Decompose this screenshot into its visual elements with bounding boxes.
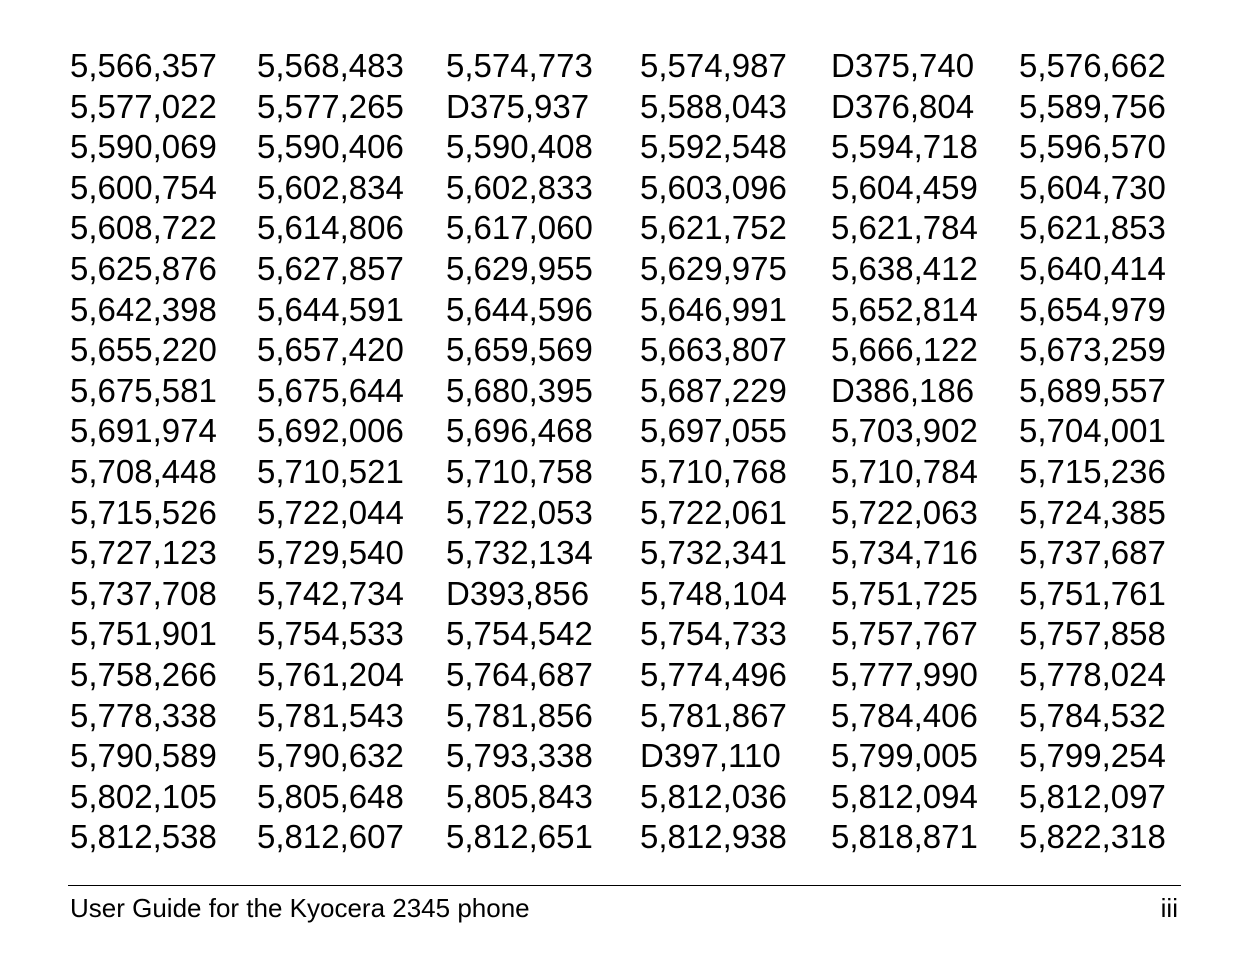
patent-number: 5,566,357 bbox=[70, 47, 217, 84]
patent-number: 5,673,259 bbox=[1019, 331, 1166, 369]
patent-number: 5,758,266 bbox=[70, 655, 217, 693]
patent-number: 5,697,055 bbox=[640, 412, 787, 450]
patent-number: D375,740 bbox=[831, 47, 975, 84]
table-row bbox=[70, 614, 1179, 655]
patent-number: 5,657,420 bbox=[257, 331, 404, 369]
patent-number: 5,577,022 bbox=[70, 87, 217, 125]
patent-number: 5,696,468 bbox=[446, 412, 593, 450]
patent-number: 5,603,096 bbox=[640, 168, 787, 206]
patent-number: 5,644,591 bbox=[257, 290, 404, 328]
patent-number: 5,757,858 bbox=[1019, 615, 1166, 653]
patent-number: 5,784,406 bbox=[831, 696, 978, 734]
patent-number: 5,727,123 bbox=[70, 534, 217, 572]
patent-number: 5,574,773 bbox=[446, 47, 593, 84]
patent-number: 5,715,236 bbox=[1019, 452, 1166, 490]
patent-number: 5,577,265 bbox=[257, 87, 404, 125]
patent-number: 5,781,867 bbox=[640, 696, 787, 734]
patent-number: 5,644,596 bbox=[446, 290, 593, 328]
patent-number: 5,715,526 bbox=[70, 493, 217, 531]
patent-number: 5,799,005 bbox=[831, 737, 978, 775]
patent-number: 5,691,974 bbox=[70, 412, 217, 450]
patent-number: 5,734,716 bbox=[831, 534, 978, 572]
patent-number: 5,812,538 bbox=[70, 818, 217, 856]
table-row bbox=[70, 87, 1179, 128]
patent-number: 5,754,733 bbox=[640, 615, 787, 653]
patent-number: 5,574,987 bbox=[640, 47, 787, 84]
patent-number: 5,732,134 bbox=[446, 534, 593, 572]
patent-number: 5,646,991 bbox=[640, 290, 787, 328]
patent-number: 5,812,094 bbox=[831, 777, 978, 815]
patent-number: 5,737,687 bbox=[1019, 534, 1166, 572]
patent-number: 5,812,651 bbox=[446, 818, 593, 856]
patent-number: 5,627,857 bbox=[257, 249, 404, 287]
patent-number: 5,629,955 bbox=[446, 249, 593, 287]
table-row bbox=[70, 249, 1179, 290]
table-row bbox=[70, 330, 1179, 371]
patent-number: 5,663,807 bbox=[640, 331, 787, 369]
patent-number: 5,704,001 bbox=[1019, 412, 1166, 450]
patent-number: 5,621,784 bbox=[831, 209, 978, 247]
page-number: iii bbox=[1160, 893, 1178, 923]
patent-number: 5,568,483 bbox=[257, 47, 404, 84]
table-row bbox=[70, 290, 1179, 331]
patent-number: 5,654,979 bbox=[1019, 290, 1166, 328]
patent-number: 5,793,338 bbox=[446, 737, 593, 775]
patent-number: 5,621,853 bbox=[1019, 209, 1166, 247]
patent-number: 5,722,053 bbox=[446, 493, 593, 531]
patent-number: 5,692,006 bbox=[257, 412, 404, 450]
patent-number: 5,751,901 bbox=[70, 615, 217, 653]
table-row bbox=[70, 411, 1179, 452]
table-row bbox=[70, 777, 1179, 818]
patent-number: 5,640,414 bbox=[1019, 249, 1166, 287]
patent-number: 5,784,532 bbox=[1019, 696, 1166, 734]
patent-number: 5,710,784 bbox=[831, 452, 978, 490]
patent-number: 5,764,687 bbox=[446, 655, 593, 693]
table-row bbox=[70, 533, 1179, 574]
patent-number: 5,588,043 bbox=[640, 87, 787, 125]
patent-number: D375,937 bbox=[446, 87, 590, 125]
table-row bbox=[70, 371, 1179, 412]
patent-number: 5,722,061 bbox=[640, 493, 787, 531]
patent-number: 5,802,105 bbox=[70, 777, 217, 815]
patent-number: 5,602,834 bbox=[257, 168, 404, 206]
patent-number: 5,790,589 bbox=[70, 737, 217, 775]
patent-number: D397,110 bbox=[640, 737, 781, 775]
table-row bbox=[70, 817, 1179, 858]
patent-number: 5,655,220 bbox=[70, 331, 217, 369]
patent-number: 5,629,975 bbox=[640, 249, 787, 287]
patent-number: 5,600,754 bbox=[70, 168, 217, 206]
table-row bbox=[70, 168, 1179, 209]
patent-number: 5,680,395 bbox=[446, 371, 593, 409]
patent-number: 5,761,204 bbox=[257, 655, 404, 693]
patent-number: 5,754,542 bbox=[446, 615, 593, 653]
patent-number: 5,710,768 bbox=[640, 452, 787, 490]
patent-number: 5,589,756 bbox=[1019, 87, 1166, 125]
table-row bbox=[70, 736, 1179, 777]
patent-number: 5,729,540 bbox=[257, 534, 404, 572]
patent-number: 5,781,856 bbox=[446, 696, 593, 734]
patent-number: 5,604,730 bbox=[1019, 168, 1166, 206]
patent-number: 5,638,412 bbox=[831, 249, 978, 287]
patent-number: 5,608,722 bbox=[70, 209, 217, 247]
patent-number: 5,604,459 bbox=[831, 168, 978, 206]
patent-number: 5,594,718 bbox=[831, 128, 978, 166]
patent-number: 5,652,814 bbox=[831, 290, 978, 328]
patent-number: 5,737,708 bbox=[70, 574, 217, 612]
table-row bbox=[70, 208, 1179, 249]
patent-number: 5,710,521 bbox=[257, 452, 404, 490]
patent-number: 5,757,767 bbox=[831, 615, 978, 653]
patent-number: 5,596,570 bbox=[1019, 128, 1166, 166]
patent-number: 5,642,398 bbox=[70, 290, 217, 328]
patent-number: 5,659,569 bbox=[446, 331, 593, 369]
patent-number: 5,617,060 bbox=[446, 209, 593, 247]
patent-number: 5,703,902 bbox=[831, 412, 978, 450]
patent-number: 5,778,024 bbox=[1019, 655, 1166, 693]
patent-number: 5,666,122 bbox=[831, 331, 978, 369]
patent-number-table bbox=[70, 46, 1179, 858]
patent-number: 5,812,036 bbox=[640, 777, 787, 815]
patent-number: 5,748,104 bbox=[640, 574, 787, 612]
patent-number: 5,777,990 bbox=[831, 655, 978, 693]
table-row bbox=[70, 493, 1179, 534]
patent-number: 5,602,833 bbox=[446, 168, 593, 206]
table-row bbox=[70, 46, 1179, 87]
patent-number: 5,822,318 bbox=[1019, 818, 1166, 856]
patent-number: 5,708,448 bbox=[70, 452, 217, 490]
patent-number: 5,590,408 bbox=[446, 128, 593, 166]
patent-number: 5,724,385 bbox=[1019, 493, 1166, 531]
patent-number: 5,722,044 bbox=[257, 493, 404, 531]
patent-number: 5,614,806 bbox=[257, 209, 404, 247]
patent-number: 5,754,533 bbox=[257, 615, 404, 653]
patent-number: 5,742,734 bbox=[257, 574, 404, 612]
patent-number: 5,732,341 bbox=[640, 534, 787, 572]
footer-title: User Guide for the Kyocera 2345 phone bbox=[70, 893, 530, 923]
patent-number: 5,812,607 bbox=[257, 818, 404, 856]
patent-number: 5,790,632 bbox=[257, 737, 404, 775]
patent-number: 5,592,548 bbox=[640, 128, 787, 166]
patent-number: 5,818,871 bbox=[831, 818, 978, 856]
table-row bbox=[70, 655, 1179, 696]
patent-number: 5,710,758 bbox=[446, 452, 593, 490]
table-row bbox=[70, 452, 1179, 493]
patent-number: D393,856 bbox=[446, 574, 590, 612]
patent-number: 5,781,543 bbox=[257, 696, 404, 734]
patent-number: 5,576,662 bbox=[1019, 47, 1166, 84]
footer-divider bbox=[68, 885, 1181, 886]
patent-number: 5,675,581 bbox=[70, 371, 217, 409]
patent-number: 5,774,496 bbox=[640, 655, 787, 693]
patent-number: 5,751,761 bbox=[1019, 574, 1166, 612]
patent-number: 5,805,843 bbox=[446, 777, 593, 815]
patent-number: 5,812,097 bbox=[1019, 777, 1166, 815]
patent-number: D376,804 bbox=[831, 87, 975, 125]
table-row bbox=[70, 127, 1179, 168]
patent-number: 5,625,876 bbox=[70, 249, 217, 287]
patent-number: 5,621,752 bbox=[640, 209, 787, 247]
patent-number: 5,751,725 bbox=[831, 574, 978, 612]
table-row bbox=[70, 696, 1179, 737]
patent-number: 5,689,557 bbox=[1019, 371, 1166, 409]
patent-number: 5,722,063 bbox=[831, 493, 978, 531]
patent-number: 5,675,644 bbox=[257, 371, 404, 409]
patent-rows bbox=[70, 46, 1179, 858]
patent-number: 5,687,229 bbox=[640, 371, 787, 409]
patent-number: 5,799,254 bbox=[1019, 737, 1166, 775]
patent-number: 5,590,406 bbox=[257, 128, 404, 166]
patent-number: D386,186 bbox=[831, 371, 975, 409]
patent-number: 5,590,069 bbox=[70, 128, 217, 166]
table-row bbox=[70, 574, 1179, 615]
patent-number: 5,805,648 bbox=[257, 777, 404, 815]
patent-number: 5,812,938 bbox=[640, 818, 787, 856]
patent-number: 5,778,338 bbox=[70, 696, 217, 734]
